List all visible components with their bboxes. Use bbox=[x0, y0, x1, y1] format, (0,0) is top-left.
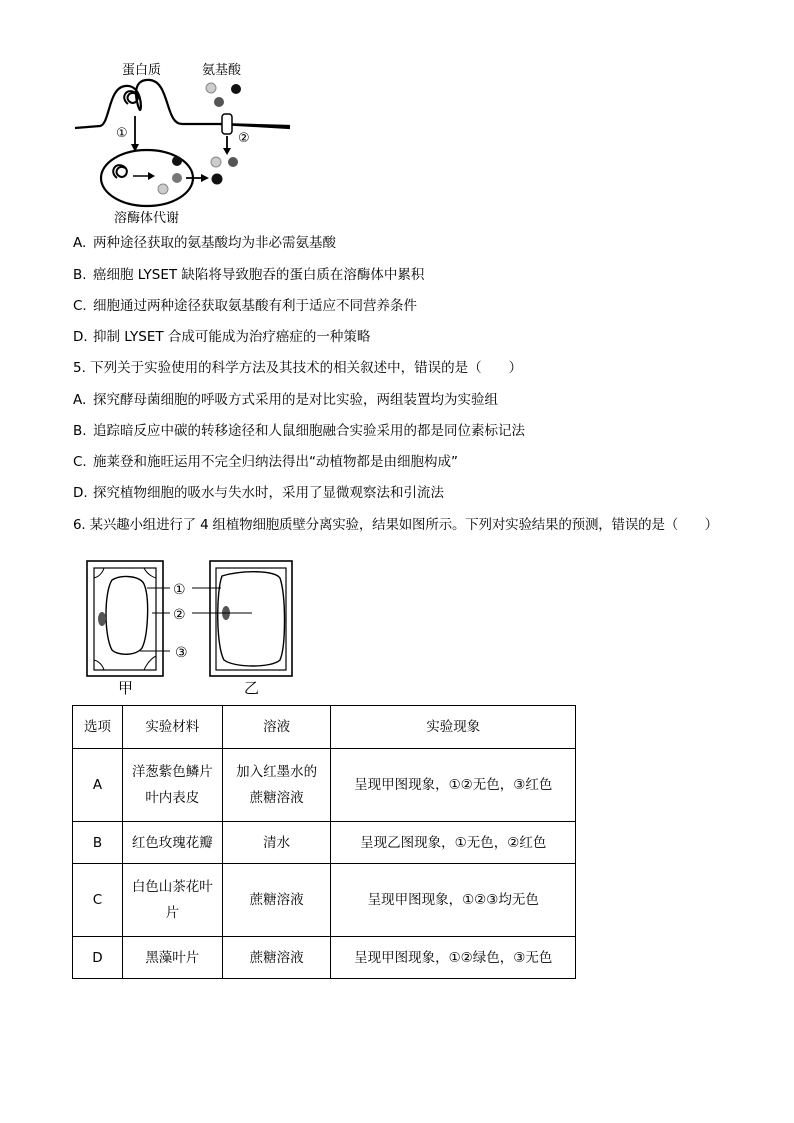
q4-option-b: B. 癌细胞 LYSET 缺陷将导致胞吞的蛋白质在溶酶体中累积 bbox=[73, 267, 425, 283]
table-row bbox=[73, 864, 576, 937]
table-cell-phenomenon: 呈现甲图现象，①②绿色，③无色 bbox=[331, 937, 576, 979]
table-cell-option: C bbox=[73, 864, 123, 937]
q5-option-d: D. 探究植物细胞的吸水与失水时，采用了显微观察法和引流法 bbox=[73, 485, 444, 501]
q4-option-c: C. 细胞通过两种途径获取氨基酸有利于适应不同营养条件 bbox=[73, 298, 417, 314]
table-cell-option: D bbox=[73, 937, 123, 979]
table-row bbox=[73, 937, 576, 979]
table-cell-phenomenon: 呈现乙图现象，①无色，②红色 bbox=[331, 822, 576, 864]
amino-acid-label: 氨基酸 bbox=[202, 63, 242, 78]
table-cell-material: 黑藻叶片 bbox=[122, 937, 222, 979]
marker-2: ② bbox=[238, 131, 250, 146]
fig2-label-3: ③ bbox=[175, 645, 188, 661]
amino-acid-pathway-figure bbox=[70, 58, 300, 228]
lysosome-label: 溶酶体代谢 bbox=[114, 211, 180, 226]
fig2-label-1: ① bbox=[173, 582, 186, 598]
table-cell-solution: 蔗糖溶液 bbox=[222, 864, 331, 937]
table-cell-material: 白色山茶花叶 片 bbox=[122, 864, 222, 937]
table-cell-solution: 加入红墨水的 蔗糖溶液 bbox=[222, 749, 331, 822]
table-cell-solution: 清水 bbox=[222, 822, 331, 864]
table-row bbox=[73, 822, 576, 864]
q6-stem: 6. 某兴趣小组进行了 4 组植物细胞质壁分离实验，结果如图所示。下列对实验结果的预测，错误的是（ ） bbox=[73, 517, 718, 533]
table-cell-material: 洋葱紫色鳞片 叶内表皮 bbox=[122, 749, 222, 822]
plasmolysis-figure bbox=[82, 556, 302, 696]
table-cell-phenomenon: 呈现甲图现象，①②③均无色 bbox=[331, 864, 576, 937]
marker-1: ① bbox=[116, 126, 128, 141]
q4-option-d: D. 抑制 LYSET 合成可能成为治疗癌症的一种策略 bbox=[73, 329, 371, 345]
table-cell-solution: 蔗糖溶液 bbox=[222, 937, 331, 979]
q5-option-c: C. 施莱登和施旺运用不完全归纳法得出“动植物都是由细胞构成” bbox=[73, 454, 458, 470]
table-header: 实验现象 bbox=[331, 706, 576, 749]
protein-label: 蛋白质 bbox=[122, 63, 162, 78]
q5-option-b: B. 追踪暗反应中碳的转移途径和人鼠细胞融合实验采用的都是同位素标记法 bbox=[73, 423, 525, 439]
table-cell-phenomenon: 呈现甲图现象，①②无色，③红色 bbox=[331, 749, 576, 822]
cell-a-label: 甲 bbox=[118, 679, 134, 696]
cell-b-label: 乙 bbox=[244, 679, 260, 696]
table-header: 溶液 bbox=[222, 706, 331, 749]
q5-option-a: A. 探究酵母菌细胞的呼吸方式采用的是对比实验，两组装置均为实验组 bbox=[73, 392, 498, 408]
table-header-row bbox=[73, 706, 576, 749]
q5-stem: 5. 下列关于实验使用的科学方法及其技术的相关叙述中，错误的是（ ） bbox=[73, 360, 523, 376]
transporter-icon bbox=[222, 114, 232, 134]
table-row bbox=[73, 749, 576, 822]
table-header: 实验材料 bbox=[122, 706, 222, 749]
table-cell-option: A bbox=[73, 749, 123, 822]
fig2-label-2: ② bbox=[173, 607, 186, 623]
table-cell-material: 红色玫瑰花瓣 bbox=[122, 822, 222, 864]
table-cell-option: B bbox=[73, 822, 123, 864]
table-header: 选项 bbox=[73, 706, 123, 749]
experiment-table bbox=[72, 705, 576, 979]
q4-option-a: A. 两种途径获取的氨基酸均为非必需氨基酸 bbox=[73, 235, 336, 251]
